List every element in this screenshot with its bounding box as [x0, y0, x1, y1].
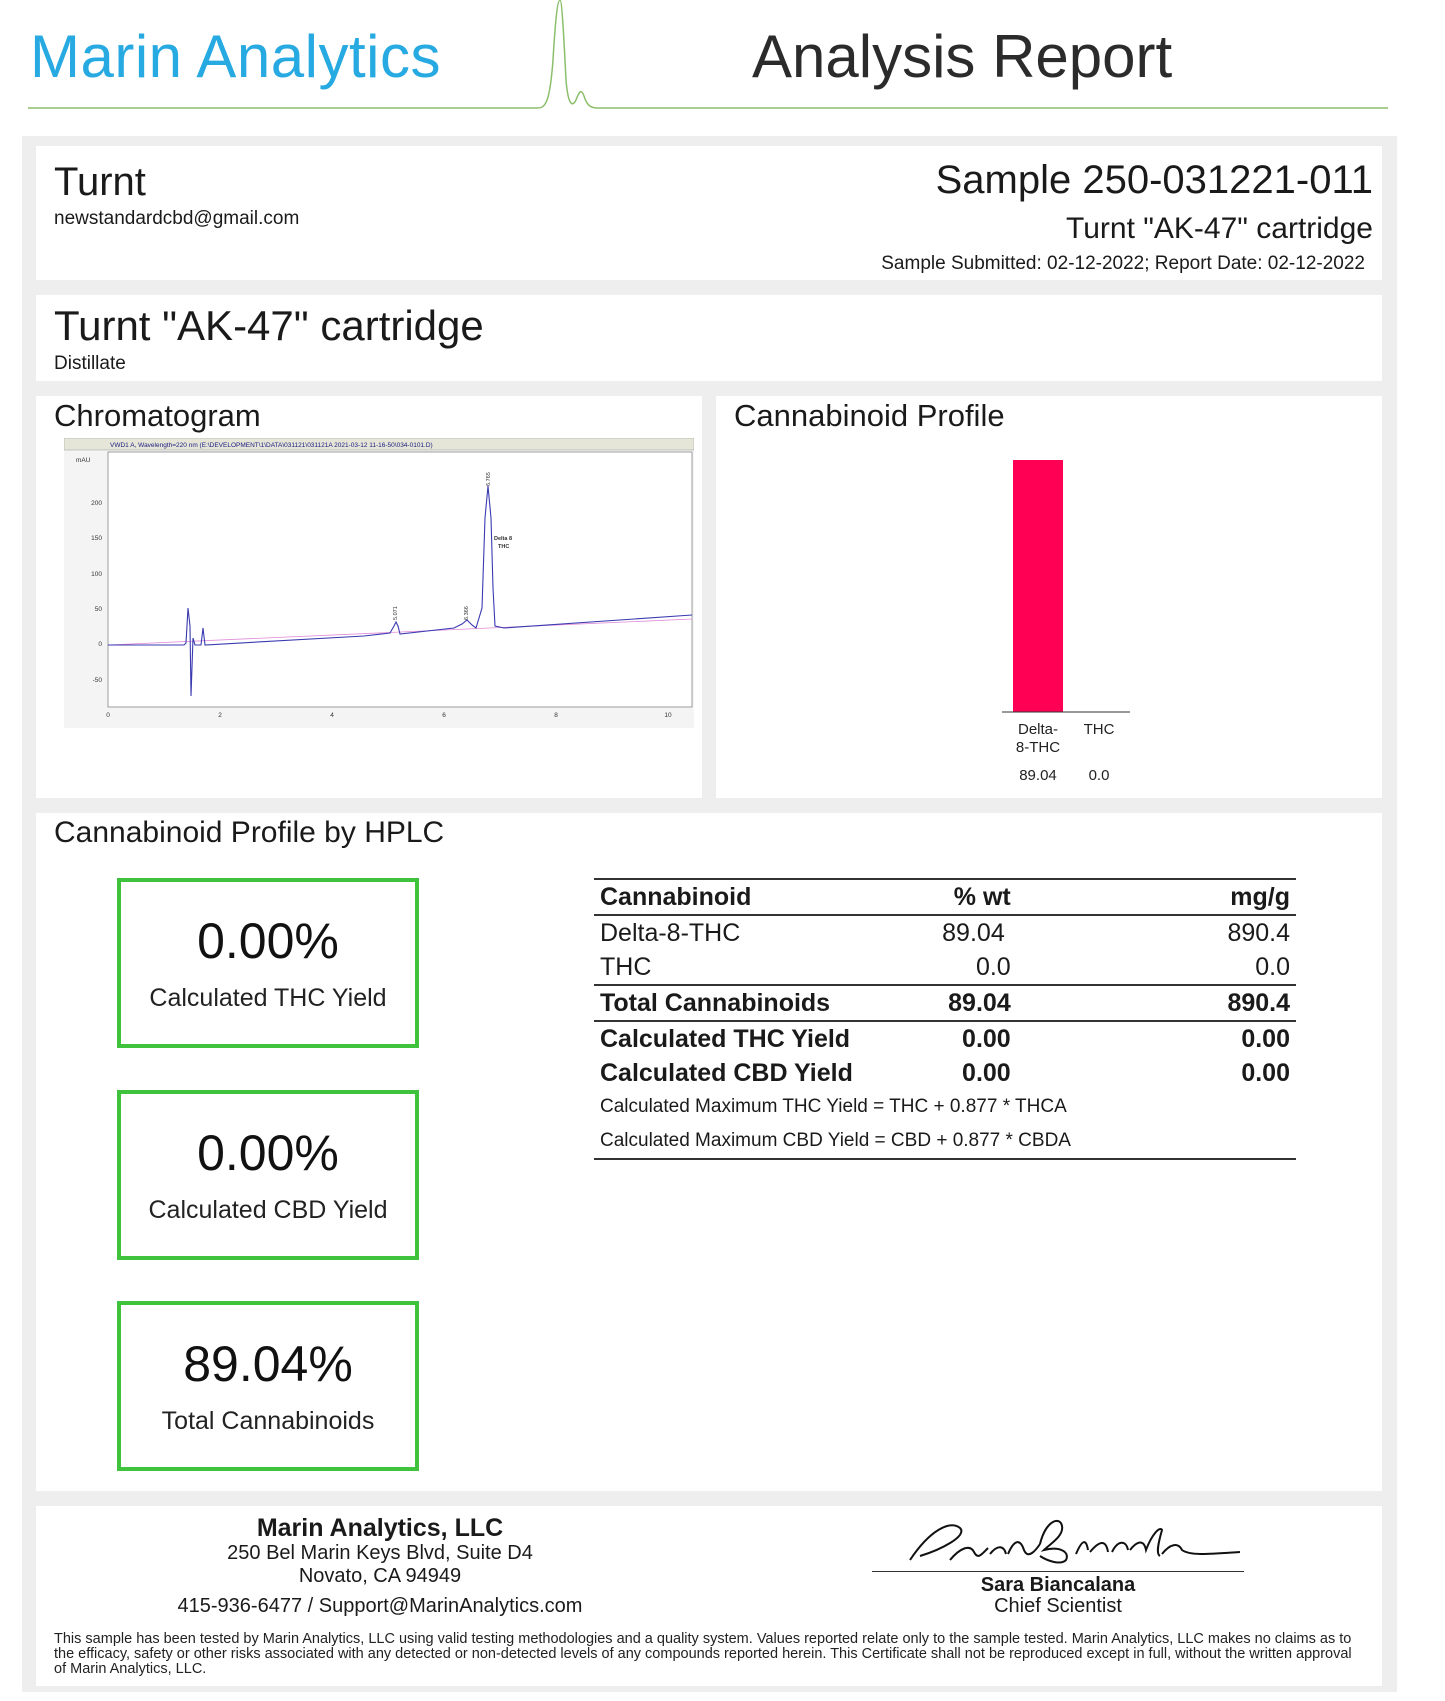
- chromatogram-yunit: mAU: [76, 457, 91, 464]
- lab-address-line2: Novato, CA 94949: [298, 1565, 462, 1587]
- chromatogram-title: Chromatogram: [54, 398, 261, 433]
- table-header-row: [594, 879, 1296, 915]
- chromatogram-ytick: 150: [91, 535, 102, 542]
- chromatogram-image: [64, 438, 694, 728]
- mg-per-g: 0.0: [1255, 952, 1290, 981]
- chromatogram-xtick: 10: [664, 712, 672, 719]
- yield-row: [594, 1056, 1296, 1090]
- column-header: Cannabinoid: [594, 879, 897, 915]
- chromatogram-xtick: 0: [106, 712, 110, 719]
- signer-role: Chief Scientist: [994, 1595, 1122, 1617]
- cannabinoid-bar-chart: [990, 450, 1130, 790]
- sample-dates: Sample Submitted: 02-12-2022; Report Date: 02-12-2022: [881, 253, 1365, 274]
- peak-label: 6.765: [486, 472, 492, 486]
- report-title: Analysis Report: [752, 23, 1173, 90]
- peak-label: 5.071: [393, 606, 399, 620]
- client-email: newstandardcbd@gmail.com: [54, 208, 300, 229]
- chromatogram-header-text: VWD1 A, Wavelength=220 nm (E:\DEVELOPMENT\1\DATA\031121\031121A 2021-03-12 11-16-50\034-0101.D): [110, 442, 433, 449]
- column-header: % wt: [897, 879, 1211, 915]
- pct-wt: 0.0: [975, 952, 1011, 981]
- bar-delta-8-thc: [1013, 460, 1063, 712]
- summary-box-thc-yield: [117, 878, 419, 1048]
- chromatogram-xtick: 2: [218, 712, 222, 719]
- yield-mg: 0.00: [1241, 1058, 1290, 1087]
- sample-id: Sample 250-031221-011: [935, 158, 1373, 202]
- formula-text: Calculated Maximum CBD Yield = CBD + 0.877 * CBDA: [594, 1124, 1296, 1159]
- yield-mg: 0.00: [1211, 1021, 1296, 1056]
- summary-value: 89.04%: [183, 1336, 353, 1392]
- summary-label: Calculated THC Yield: [149, 984, 387, 1012]
- peak-annotation: THC: [498, 544, 510, 550]
- formula-row: [594, 1124, 1296, 1159]
- summary-box-total-cannabinoids: [117, 1301, 419, 1471]
- cannabinoid-name: THC: [600, 952, 652, 981]
- summary-value: 0.00%: [197, 913, 339, 969]
- disclaimer-text: This sample has been tested by Marin Analytics, LLC using valid testing methodologies and a quality system. Values reported relate only to the sample tested. Marin Analytics, LLC makes no claims as to the efficacy, safety or other risks associated with any detected or non-detected levels of any compounds reported herein. This Certificate shall not be reproduced except in full, without the written approval of Marin Analytics, LLC.: [54, 1631, 1352, 1677]
- results-table: [594, 878, 1296, 1160]
- client-name: Turnt: [54, 160, 146, 204]
- lab-contact: 415-936-6477 / Support@MarinAnalytics.com: [177, 1595, 583, 1617]
- chromatogram-ytick: 0: [98, 641, 102, 648]
- summary-box-cbd-yield: [117, 1090, 419, 1260]
- signature-image: [890, 1510, 1250, 1570]
- value-label-thc: 0.0: [1088, 767, 1110, 784]
- formula-text: Calculated Maximum THC Yield = THC + 0.877 * THCA: [600, 1096, 1067, 1117]
- formula-row: [594, 1090, 1296, 1124]
- chromatogram-ytick: 200: [91, 500, 102, 507]
- column-header: mg/g: [1211, 879, 1296, 915]
- signer-name: Sara Biancalana: [980, 1574, 1136, 1596]
- peak-annotation: Delta 8: [494, 536, 513, 542]
- sample-product: Turnt "AK-47" cartridge: [1066, 212, 1373, 245]
- chromatogram-xtick: 4: [330, 712, 334, 719]
- product-type: Distillate: [54, 353, 126, 374]
- yield-label: Calculated CBD Yield: [600, 1058, 853, 1087]
- yield-pct: 0.00: [897, 1021, 1211, 1056]
- total-row: [594, 985, 1296, 1021]
- mg-per-g: 890.4: [1227, 918, 1290, 947]
- profile-chart-title: Cannabinoid Profile: [734, 398, 1005, 433]
- yield-row: [594, 1021, 1296, 1056]
- total-mg: 890.4: [1211, 985, 1296, 1021]
- lab-address-line1: 250 Bel Marin Keys Blvd, Suite D4: [227, 1542, 533, 1564]
- chromatogram-xtick: 6: [442, 712, 446, 719]
- pct-wt: 89.04: [942, 918, 1005, 947]
- yield-label: Calculated THC Yield: [594, 1021, 897, 1056]
- chromatogram-ytick: 100: [91, 571, 102, 578]
- summary-label: Calculated CBD Yield: [148, 1196, 388, 1224]
- category-label-delta-8-thc-line1: Delta-: [1017, 721, 1059, 738]
- category-label-delta-8-thc-line2: 8-THC: [1015, 739, 1061, 756]
- table-row: [594, 950, 1296, 985]
- cannabinoid-name: Delta-8-THC: [600, 918, 741, 947]
- table-row: [594, 915, 1296, 950]
- total-label: Total Cannabinoids: [594, 985, 897, 1021]
- value-label-delta-8-thc: 89.04: [1019, 767, 1057, 784]
- product-name: Turnt "AK-47" cartridge: [54, 302, 484, 349]
- lab-name: Marin Analytics, LLC: [256, 1514, 504, 1542]
- chromatogram-xtick: 8: [554, 712, 558, 719]
- peak-label: 6.366: [464, 606, 470, 620]
- category-label-thc: THC: [1083, 721, 1115, 738]
- yield-pct: 0.00: [962, 1058, 1011, 1087]
- chromatogram-ytick: 50: [94, 606, 102, 613]
- signature-line: [872, 1571, 1244, 1572]
- total-pct: 89.04: [897, 985, 1211, 1021]
- chromatogram-ytick: -50: [92, 677, 102, 684]
- brand-logo-text: Marin Analytics: [30, 23, 441, 90]
- hplc-title: Cannabinoid Profile by HPLC: [54, 816, 445, 849]
- summary-label: Total Cannabinoids: [161, 1407, 375, 1435]
- summary-value: 0.00%: [197, 1125, 339, 1181]
